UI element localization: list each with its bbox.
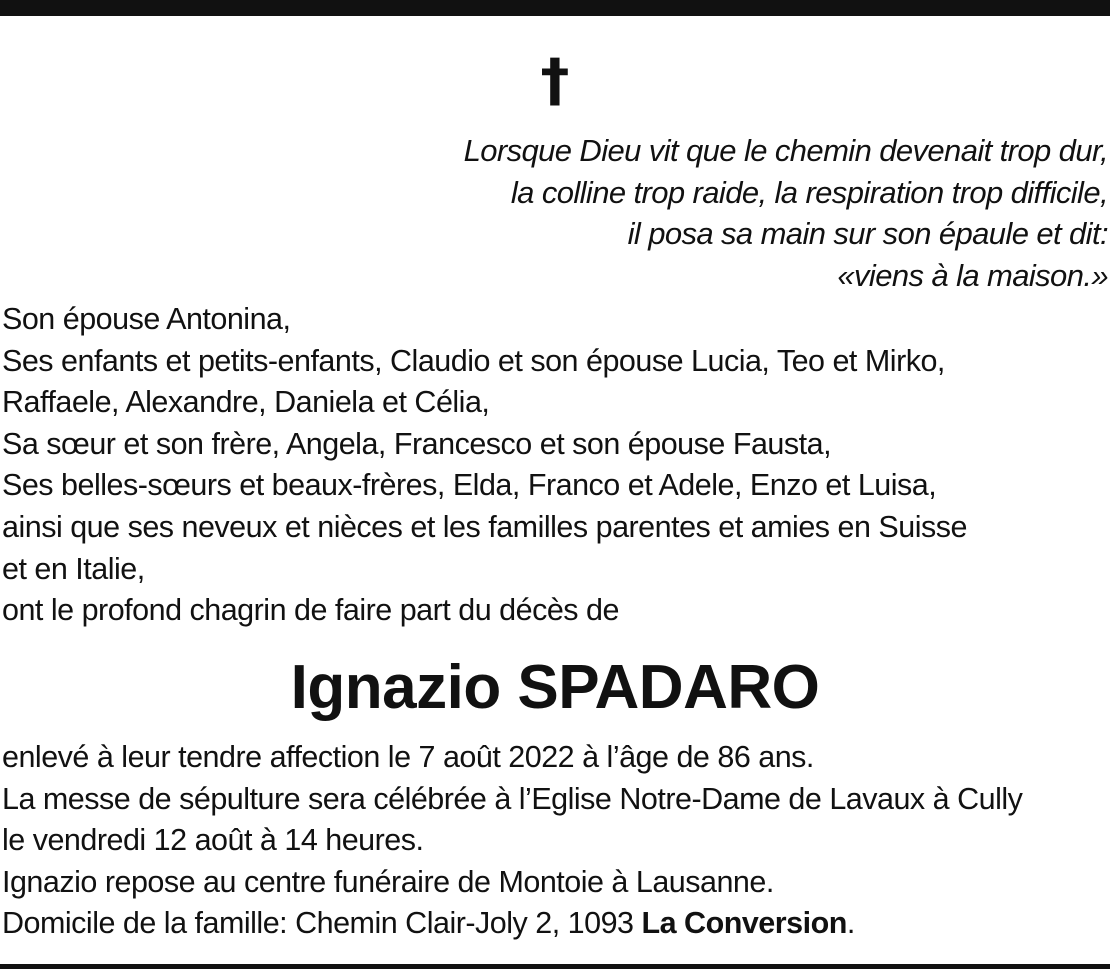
details-line: enlevé à leur tendre affection le 7 août 2022 à l’âge de 86 ans.: [2, 740, 814, 774]
family-line: Son épouse Antonina,: [2, 302, 291, 336]
deceased-name: Ignazio SPADARO: [290, 653, 820, 722]
verse-line: il posa sa main sur son épaule et dit:: [627, 216, 1108, 251]
domicile-prefix: Domicile de la famille: Chemin Clair-Joly 2, 1093: [2, 906, 642, 941]
details-line: Ignazio repose au centre funéraire de Montoie à Lausanne.: [2, 864, 774, 899]
family-line: Raffaele, Alexandre, Daniela et Célia,: [2, 385, 490, 420]
details-line: La messe de sépulture sera célébrée à l’Eglise Notre-Dame de Lavaux à Cully: [2, 781, 1023, 816]
family-line: ainsi que ses neveux et nièces et les familles parentes et amies en Suisse: [2, 509, 967, 544]
funeral-details: [2, 737, 1022, 945]
details-line: le vendredi 12 août à 14 heures.: [2, 823, 424, 858]
family-line: Ses enfants et petits-enfants, Claudio et son épouse Lucia, Teo et Mirko,: [2, 343, 945, 378]
domicile-line: [2, 903, 1022, 945]
top-border-rule: [0, 0, 1110, 16]
family-announcement: [2, 299, 967, 632]
verse-line: «viens à la maison.»: [837, 257, 1108, 293]
verse-quote: [464, 130, 1108, 296]
domicile-suffix: .: [846, 906, 855, 941]
family-line: Ses belles-sœurs et beaux-frères, Elda, Franco et Adele, Enzo et Luisa,: [2, 468, 937, 503]
family-line: ont le profond chagrin de faire part du décès de: [2, 593, 619, 628]
verse-line: Lorsque Dieu vit que le chemin devenait trop dur,: [463, 133, 1108, 168]
domicile-place: La Conversion: [641, 906, 847, 941]
bottom-border-rule: [0, 964, 1110, 969]
verse-line: la colline trop raide, la respiration trop difficile,: [510, 174, 1108, 210]
cross-icon: †: [540, 46, 570, 114]
family-line: Sa sœur et son frère, Angela, Francesco et son épouse Fausta,: [2, 426, 832, 461]
family-line: et en Italie,: [2, 551, 145, 586]
